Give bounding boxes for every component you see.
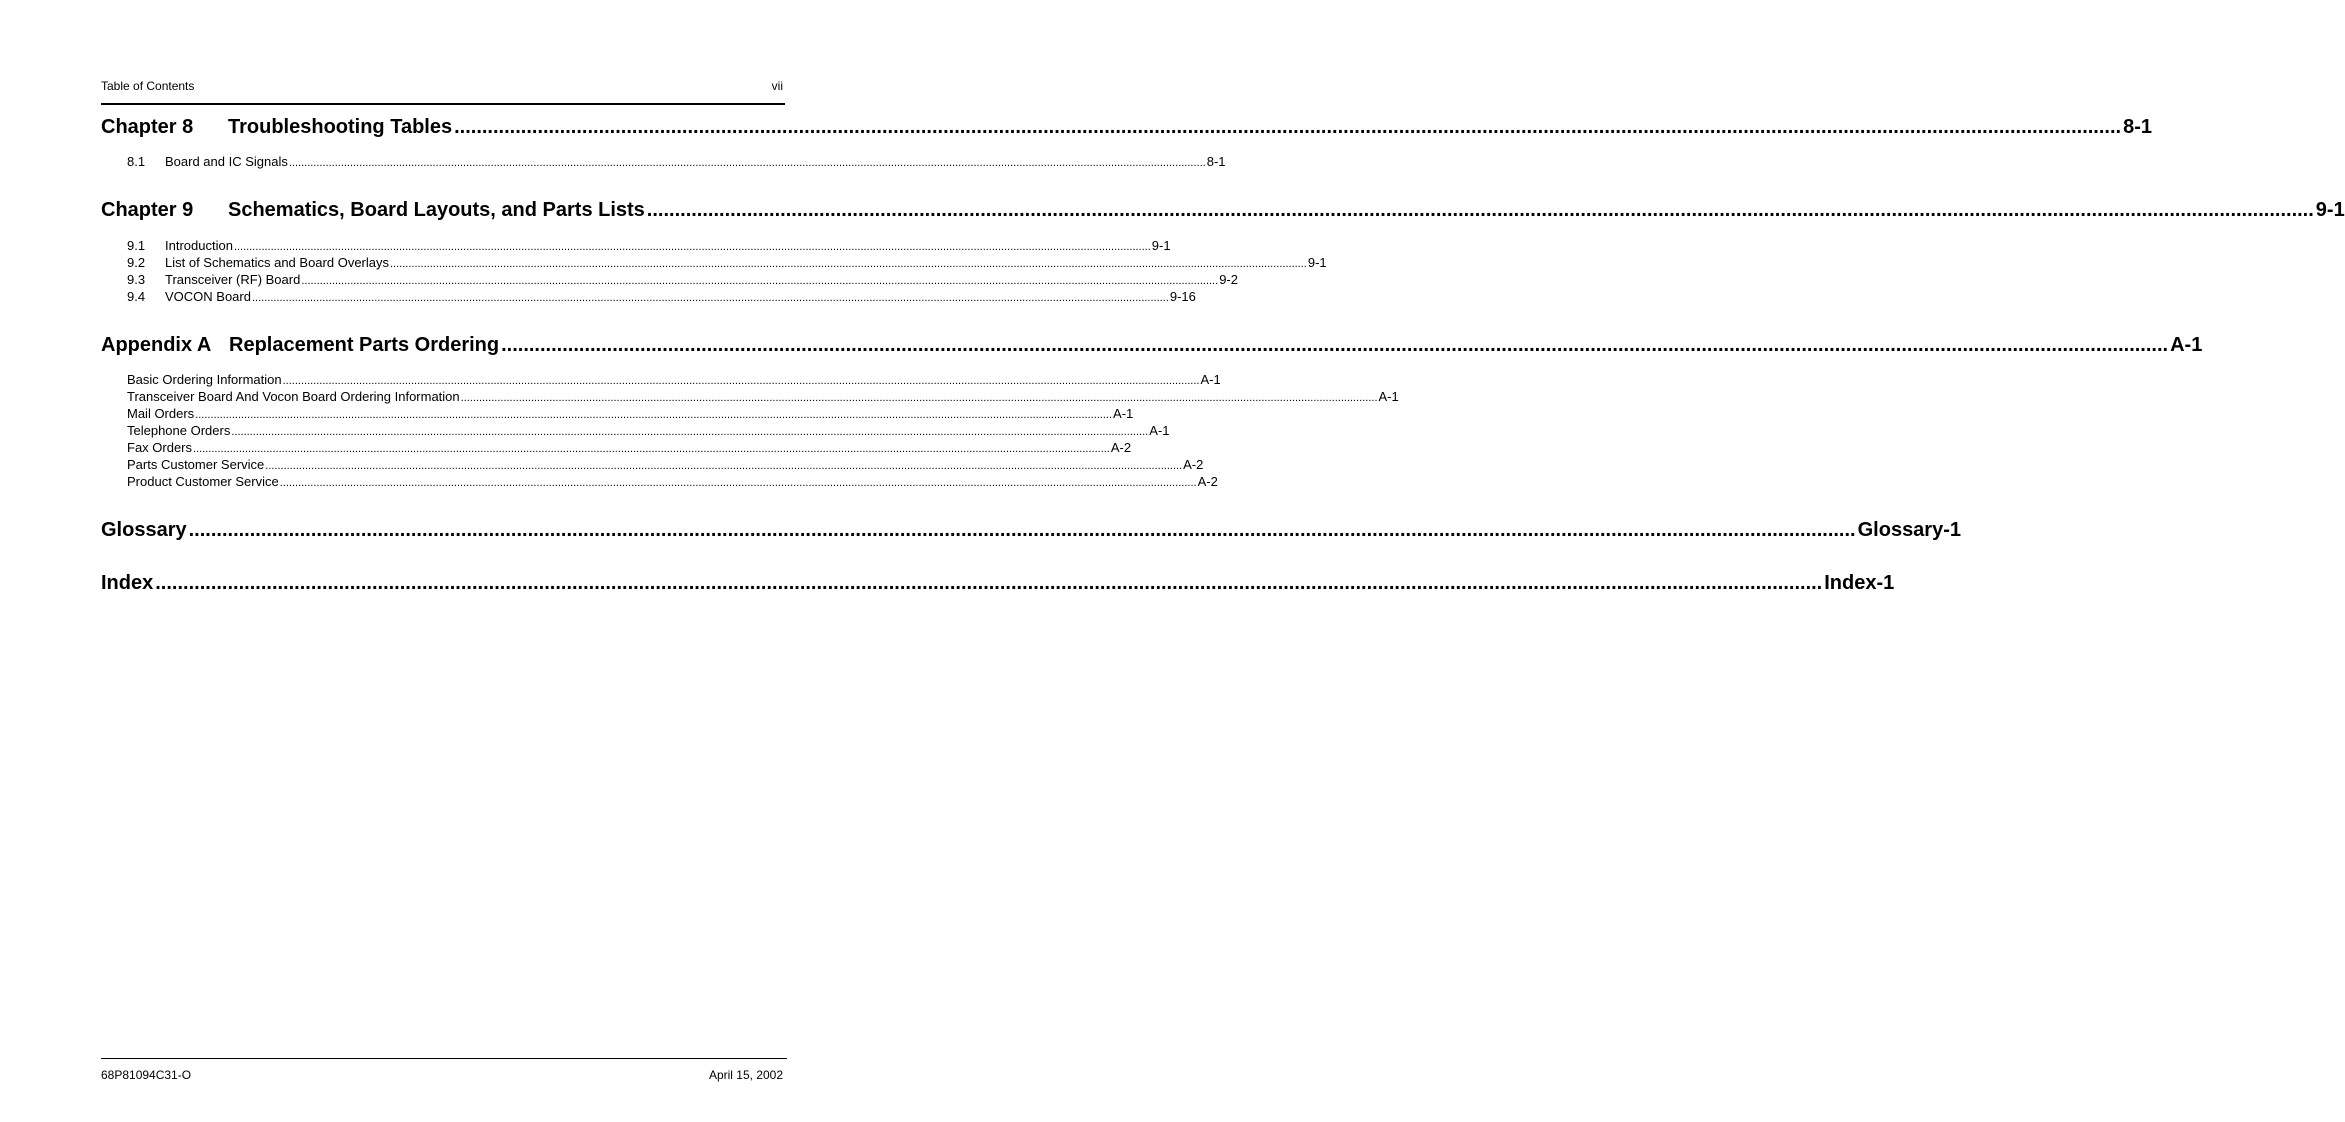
entry-number: 9.4 (127, 289, 146, 304)
page-header (101, 79, 783, 93)
entry-number: 8.1 (127, 154, 146, 169)
toc-entry[interactable] (127, 255, 1327, 272)
dot-leader: ............................................................................................................................................................................................................................................................................................................ (501, 334, 2169, 356)
page-footer (101, 1068, 783, 1082)
chapter-label: Chapter 9 (101, 199, 194, 221)
entry-page: A-1 (1378, 389, 1399, 404)
header-section-title: Table of Contents (101, 79, 195, 93)
entry-title: Transceiver Board And Vocon Board Ordering Information (127, 389, 460, 404)
entry-page: A-1 (1113, 406, 1134, 421)
toc-entry[interactable] (127, 406, 1134, 423)
toc-appendix-a[interactable] (101, 334, 2203, 358)
entry-title: Product Customer Service (127, 474, 279, 489)
ch8-entry-list (127, 154, 1226, 171)
dot-leader: ............................................................................................................................................................................................................................................................................................................ (390, 258, 1307, 270)
appendix-label: Appendix A (101, 334, 212, 356)
appendix-page: A-1 (2170, 334, 2203, 356)
chapter-label: Chapter 8 (101, 116, 194, 138)
dot-leader: ............................................................................................................................................................................................................................................................................................................ (279, 477, 1197, 489)
entry-title: Introduction (165, 238, 233, 253)
index-page: Index-1 (1824, 572, 1895, 594)
toc-entry[interactable] (127, 389, 1399, 406)
toc-entry[interactable] (127, 289, 1196, 306)
document-number: 68P81094C31-O (101, 1068, 192, 1082)
toc-entry[interactable] (127, 423, 1170, 440)
entry-page: 8-1 (1206, 154, 1226, 169)
entry-title: Board and IC Signals (165, 154, 288, 169)
entry-page: 9-2 (1219, 272, 1238, 287)
dot-leader: ............................................................................................................................................................................................................................................................................................................ (195, 409, 1113, 421)
entry-title: VOCON Board (165, 289, 251, 304)
dot-leader: ............................................................................................................................................................................................................................................................................................................ (460, 392, 1378, 404)
toc-chapter-8[interactable] (101, 116, 2152, 140)
entry-title: Mail Orders (127, 406, 195, 421)
toc-index[interactable] (101, 572, 1895, 596)
toc-glossary[interactable] (101, 519, 1961, 543)
chapter-page: 9-1 (2315, 199, 2345, 221)
dot-leader: ............................................................................................................................................................................................................................................................................................................ (454, 116, 2122, 138)
entry-title: Basic Ordering Information (127, 372, 282, 387)
toc-entry[interactable] (127, 457, 1204, 474)
entry-number: 9.3 (127, 272, 146, 287)
toc-entry[interactable] (127, 272, 1238, 289)
chapter-page: 8-1 (2123, 116, 2152, 138)
entry-page: 9-1 (1307, 255, 1327, 270)
footer-rule (101, 1058, 787, 1059)
entry-page: A-2 (1110, 440, 1132, 455)
toc-entry[interactable] (127, 440, 1132, 457)
entry-page: 9-16 (1169, 289, 1196, 304)
toc-entry[interactable] (127, 372, 1221, 389)
dot-leader: ............................................................................................................................................................................................................................................................................................................ (288, 157, 1206, 169)
chapter-title: Troubleshooting Tables (228, 116, 453, 138)
entry-page: A-2 (1197, 474, 1218, 489)
entry-page: A-1 (1149, 423, 1170, 438)
dot-leader: ............................................................................................................................................................................................................................................................................................................ (265, 460, 1183, 472)
glossary-title: Glossary (101, 519, 187, 541)
dot-leader: ............................................................................................................................................................................................................................................................................................................ (233, 241, 1151, 253)
entry-number: 9.2 (127, 255, 146, 270)
entry-title: List of Schematics and Board Overlays (165, 255, 389, 270)
dot-leader: ............................................................................................................................................................................................................................................................................................................ (155, 572, 1823, 594)
ch9-entry-list (127, 238, 1327, 306)
toc-chapter-9[interactable] (101, 199, 2345, 223)
dot-leader: ............................................................................................................................................................................................................................................................................................................ (251, 292, 1169, 304)
dot-leader: ............................................................................................................................................................................................................................................................................................................ (193, 443, 1110, 455)
toc-entry[interactable] (127, 238, 1171, 255)
entry-title: Parts Customer Service (127, 457, 265, 472)
toc-entry[interactable] (127, 154, 1226, 171)
appendix-title: Replacement Parts Ordering (229, 334, 500, 356)
dot-leader: ............................................................................................................................................................................................................................................................................................................ (188, 519, 1856, 541)
entry-title: Transceiver (RF) Board (165, 272, 301, 287)
dot-leader: ............................................................................................................................................................................................................................................................................................................ (646, 199, 2314, 221)
entry-title: Telephone Orders (127, 423, 231, 438)
toc-entry[interactable] (127, 474, 1218, 491)
entry-title: Fax Orders (127, 440, 193, 455)
glossary-page: Glossary-1 (1857, 519, 1961, 541)
entry-page: A-2 (1183, 457, 1204, 472)
document-date: April 15, 2002 (708, 1068, 783, 1082)
entry-page: A-1 (1200, 372, 1221, 387)
dot-leader: ............................................................................................................................................................................................................................................................................................................ (231, 426, 1149, 438)
dot-leader: ............................................................................................................................................................................................................................................................................................................ (301, 275, 1219, 287)
dot-leader: ............................................................................................................................................................................................................................................................................................................ (282, 375, 1200, 387)
appendix-a-entry-list (127, 372, 1399, 491)
header-rule (101, 103, 785, 105)
entry-page: 9-1 (1151, 238, 1171, 253)
entry-number: 9.1 (127, 238, 146, 253)
header-page-number: vii (771, 79, 783, 93)
chapter-title: Schematics, Board Layouts, and Parts Lists (228, 199, 645, 221)
index-title: Index (101, 572, 154, 594)
